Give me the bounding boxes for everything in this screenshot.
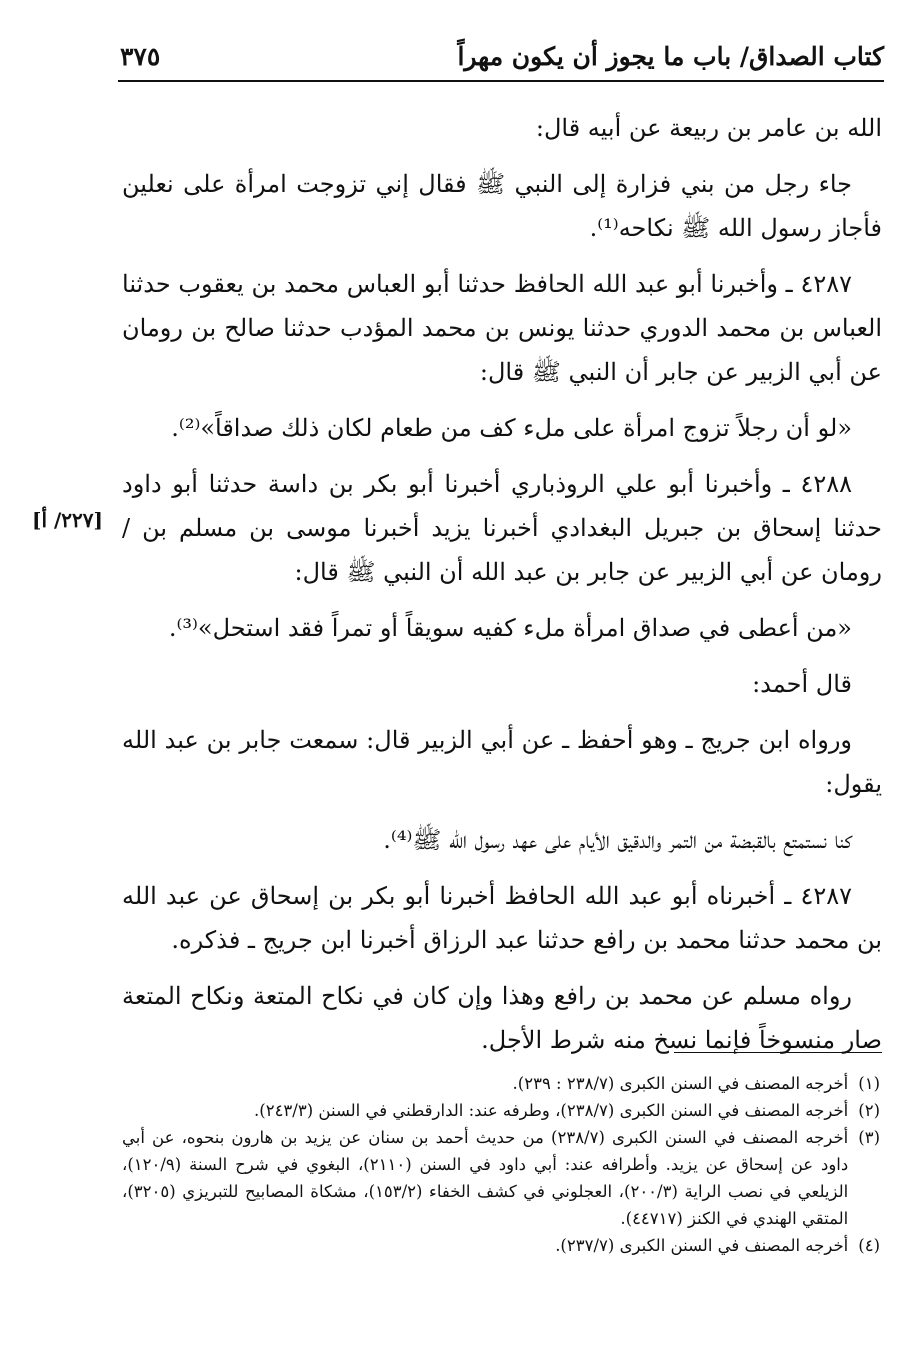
footnote (122, 1097, 880, 1124)
footnote-text: أخرجه المصنف في السنن الكبرى (٢٣٧/٧). (555, 1236, 849, 1255)
hadith-paragraph: ٤٢٨٨ ـ وأخبرنا أبو علي الروذباري أخبرنا أبو بكر بن داسة حدثنا أبو داود حدثنا إسحاق بن جبريل البغدادي أخبرنا يزيد أخبرنا موسى بن مسلم بن /رومان عن أبي الزبير عن جابر بن عبد الله أن النبي ﷺ قال: (122, 470, 882, 586)
footnote (122, 1124, 880, 1232)
paragraph: الله بن عامر بن ربيعة عن أبيه قال: (535, 114, 882, 142)
footnote-number: (٤) (858, 1236, 880, 1255)
footnotes (122, 1070, 880, 1259)
footnote-number: (٣) (858, 1128, 880, 1147)
hadith-paragraph: ٤٢٨٧ ـ وأخبرنا أبو عبد الله الحافظ حدثنا أبو العباس محمد بن يعقوب حدثنا العباس بن محمد الدوري حدثنا يونس بن محمد المؤدب حدثنا صالح بن رومان عن أبي الزبير عن جابر أن النبي ﷺ قال: (122, 270, 882, 386)
paragraph: كنا نستمتع بالقبضة من التمر والدقيق الأيام على عهد رسول الله ﷺ⁽⁴⁾. (383, 826, 852, 854)
header-title: كتاب الصداق/ باب ما يجوز أن يكون مهراً (457, 41, 884, 71)
main-text (122, 106, 882, 1074)
footnote-rule (674, 1052, 882, 1053)
running-header (120, 32, 884, 80)
paragraph: «من أعطى في صداق امرأة ملء كفيه سويقاً أو تمراً فقد استحل»⁽³⁾. (168, 614, 852, 642)
footnote-text: أخرجه المصنف في السنن الكبرى (٢٣٨/٧ : ٢٣٩). (512, 1074, 849, 1093)
paragraph: ورواه ابن جريج ـ وهو أحفظ ـ عن أبي الزبير قال: سمعت جابر بن عبد الله يقول: (122, 726, 882, 798)
hadith-paragraph: ٤٢٨٧ ـ أخبرناه أبو عبد الله الحافظ أخبرنا أبو بكر بن إسحاق عن عبد الله بن محمد حدثنا محمد بن رافع حدثنا عبد الرزاق أخبرنا ابن جريج ـ فذكره. (122, 882, 882, 954)
paragraph: جاء رجل من بني فزارة إلى النبي ﷺ فقال إني تزوجت امرأة على نعلين فأجاز رسول الله ﷺ نكاحه⁽¹⁾. (122, 170, 882, 242)
footnote (122, 1070, 880, 1097)
margin-folio-note: [٢٢٧/ أ] (32, 508, 103, 532)
footnote-number: (١) (858, 1074, 880, 1093)
footnote-text: أخرجه المصنف في السنن الكبرى (٢٣٨/٧)، وطرفه عند: الدارقطني في السنن (٢٤٣/٣). (254, 1101, 849, 1120)
footnote-number: (٢) (858, 1101, 880, 1120)
paragraph: «لو أن رجلاً تزوج امرأة على ملء كف من طعام لكان ذلك صداقاً»⁽²⁾. (171, 414, 852, 442)
paragraph: قال أحمد: (752, 670, 852, 698)
header-rule (118, 80, 884, 82)
page-number: ٣٧٥ (120, 41, 161, 71)
paragraph: رواه مسلم عن محمد بن رافع وهذا وإن كان في نكاح المتعة ونكاح المتعة صار منسوخاً فإنما نسخ منه شرط الأجل. (122, 982, 882, 1054)
footnote-text: أخرجه المصنف في السنن الكبرى (٢٣٨/٧) من حديث أحمد بن سنان عن يزيد بن هارون بنحوه، عن أبي داود عن إسحاق عن يزيد. وأطرافه عند: أبي داود في السنن (٢١١٠)، البغوي في شرح السنة (١٢٠/٩)، الزيلعي في نصب الراية (٢٠٠/٣)، العجلوني في كشف الخفاء (١٥٣/٢)، مشكاة المصابيح للتبريزي (٣٢٠٥)، المتقي الهندي في الكنز (٤٤٧١٧). (122, 1128, 849, 1228)
footnote (122, 1232, 880, 1259)
